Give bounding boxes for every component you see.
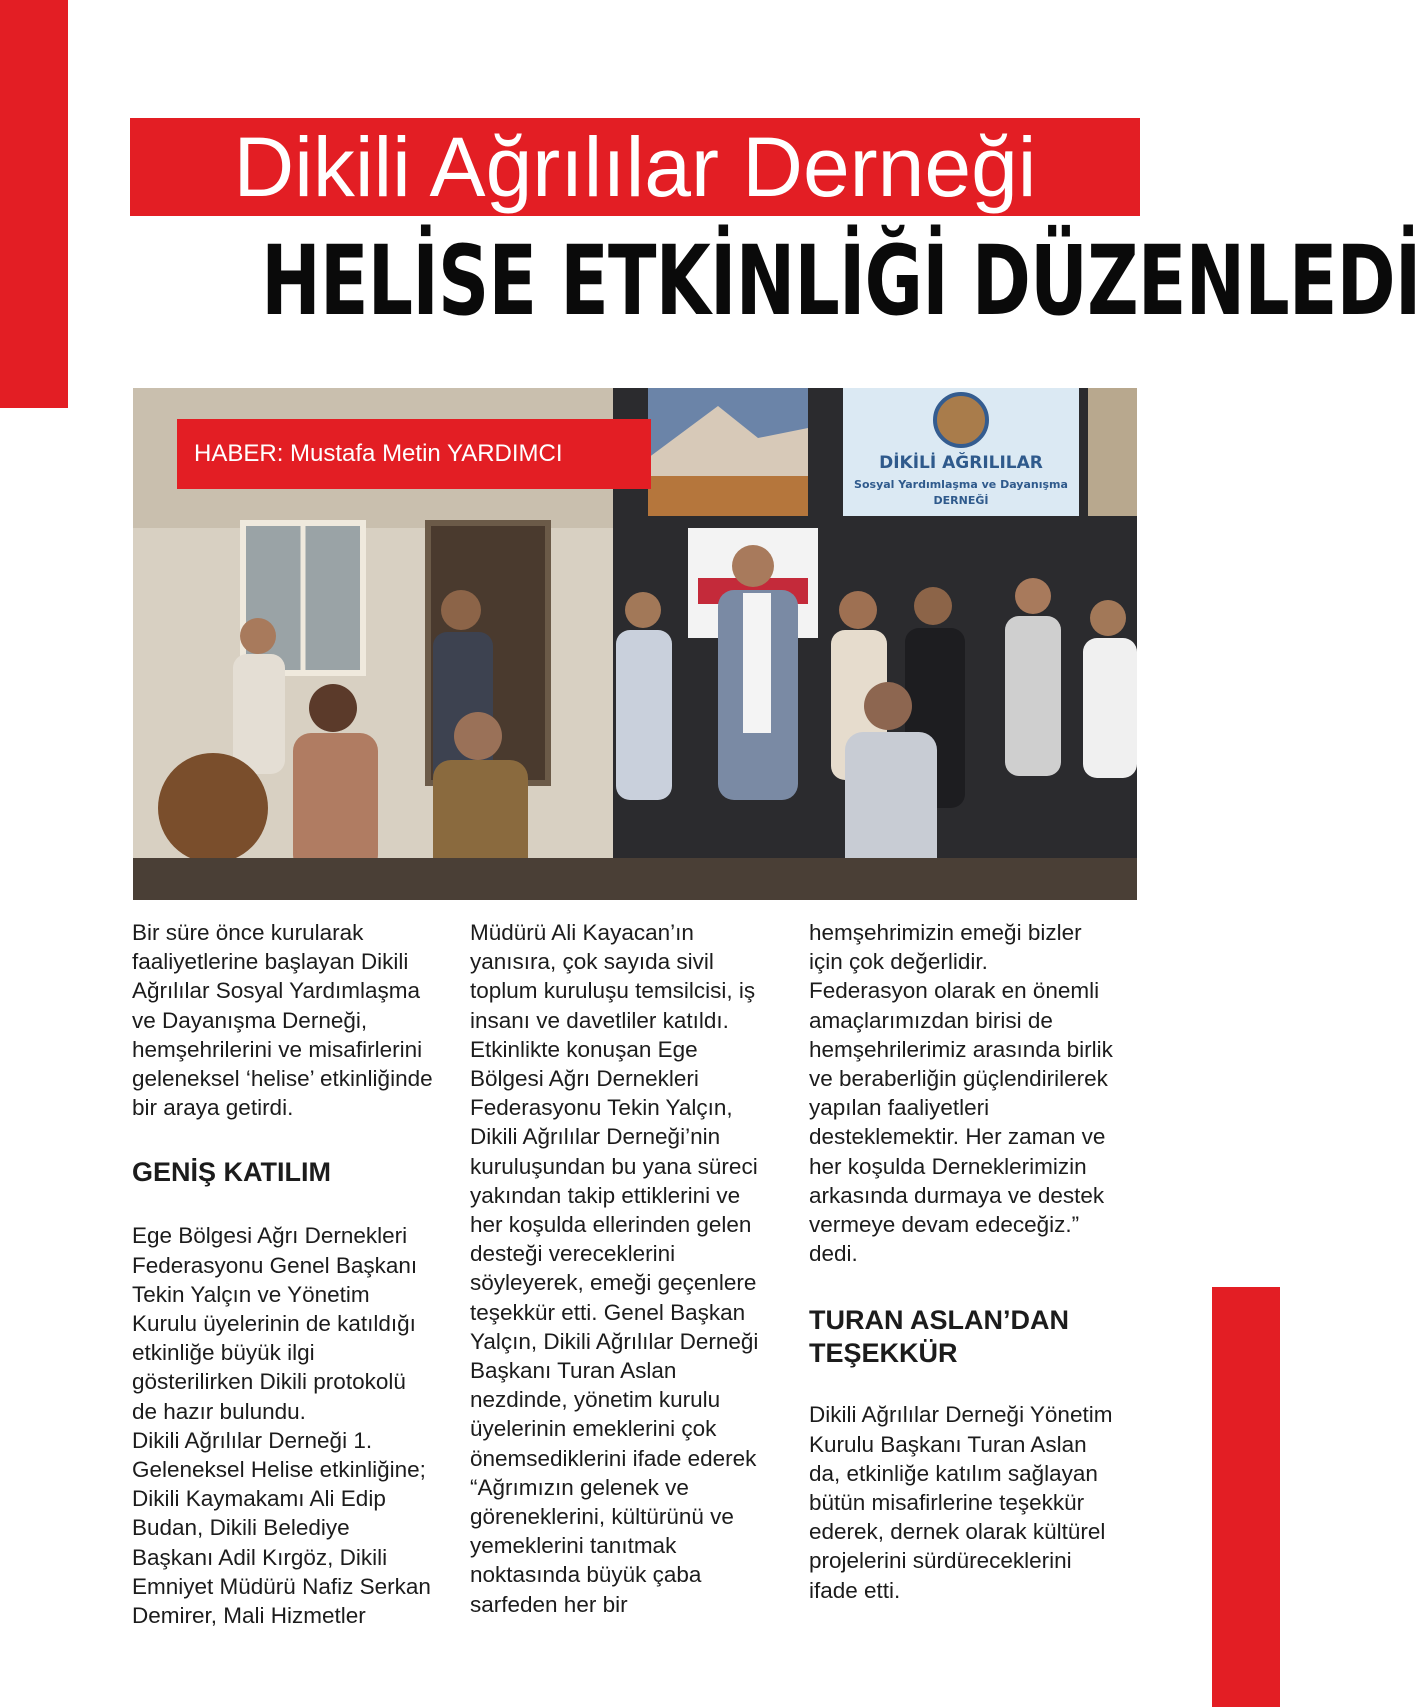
column-3-closing: Dikili Ağrılılar Derneği Yönetim Kurulu Başkanı Turan Aslan da, etkinliğe katılım sağlayan bütün misafirlerine teşekkür ederek, dernek olarak kültürel projelerini sürdüreceklerini ifade etti. [809,1402,1113,1603]
intro-paragraph: Bir süre önce kurularak faaliyetlerine başlayan Dikili Ağrılılar Sosyal Yardımlaşma ve Dayanışma Derneği, hemşehrilerini ve misafirlerini geleneksel ‘helise’ etkinliğinde bir araya getirdi. [132,920,433,1121]
headline: HELİSE ETKİNLİĞİ DÜZENLEDİ [261,225,1421,337]
column-1-body: Ege Bölgesi Ağrı Dernekleri Federasyonu Genel Başkanı Tekin Yalçın ve Yönetim Kurulu üyelerinin de katıldığı etkinliğe büyük ilgi gösterilirken Dikili protokolü de hazır bulundu. Dikili Ağrılılar Derneği 1. Geleneksel Helise etkinliğine; Dikili Kaymakamı Ali Edip Budan, Dikili Belediye Başkanı Adil Kırgöz, Dikili Emniyet Müdürü Nafiz Serkan Demirer, Mali Hizmetler [132,1223,431,1629]
article-column-2 [470,918,800,1619]
right-accent-bar [1212,1287,1280,1707]
section-heading-genis-katilim: GENİŞ KATILIM [132,1157,331,1188]
article-column-1 [132,918,462,1630]
column-3-body: hemşehrimizin emeği bizler için çok değerlidir. Federasyon olarak en önemli amaçlarımızdan birisi de hemşehrilerimiz arasında birlik ve beraberliğin güçlendirilerek yapılan faaliyetleri desteklemektir. Her zaman ve her koşulda Derneklerimizin arkasında durmaya ve destek vermeye devam edeceğiz.” dedi. [809,920,1113,1267]
sign-line1: Sosyal Yardımlaşma ve Dayanışma [854,478,1068,491]
section-heading-turan-aslan: TURAN ASLAN’DAN TEŞEKKÜR [809,1305,1069,1369]
byline: HABER: Mustafa Metin YARDIMCI [177,419,651,489]
kicker-title: Dikili Ağrılılar Derneği [130,118,1140,216]
column-2-body: Müdürü Ali Kayacan’ın yanısıra, çok sayıda sivil toplum kuruluşu temsilcisi, iş insanı ve davetliler katıldı. Etkinlikte konuşan Ege Bölgesi Ağrı Dernekleri Federasyonu Tekin Yalçın, Dikili Ağrılılar Derneği’nin kuruluşundan bu yana süreci yakından takip ettiklerini ve her koşulda ellerinden gelen desteği vereceklerini söyleyerek, emeği geçenlere teşekkür etti. Genel Başkan Yalçın, Dikili Ağrılılar Derneği Başkanı Turan Aslan nezdinde, yönetim kurulu üyelerinin emeklerini çok önemsediklerini ifade ederek “Ağrımızın gelenek ve göreneklerini, kültürünü ve yemeklerini tanıtmak noktasında büyük çaba sarfeden her bir [470,920,759,1617]
article-column-3 [809,918,1139,1605]
left-accent-bar [0,0,68,408]
sign-title: DİKİLİ AĞRILILAR [879,453,1043,473]
sign-line2: DERNEĞİ [933,494,989,507]
